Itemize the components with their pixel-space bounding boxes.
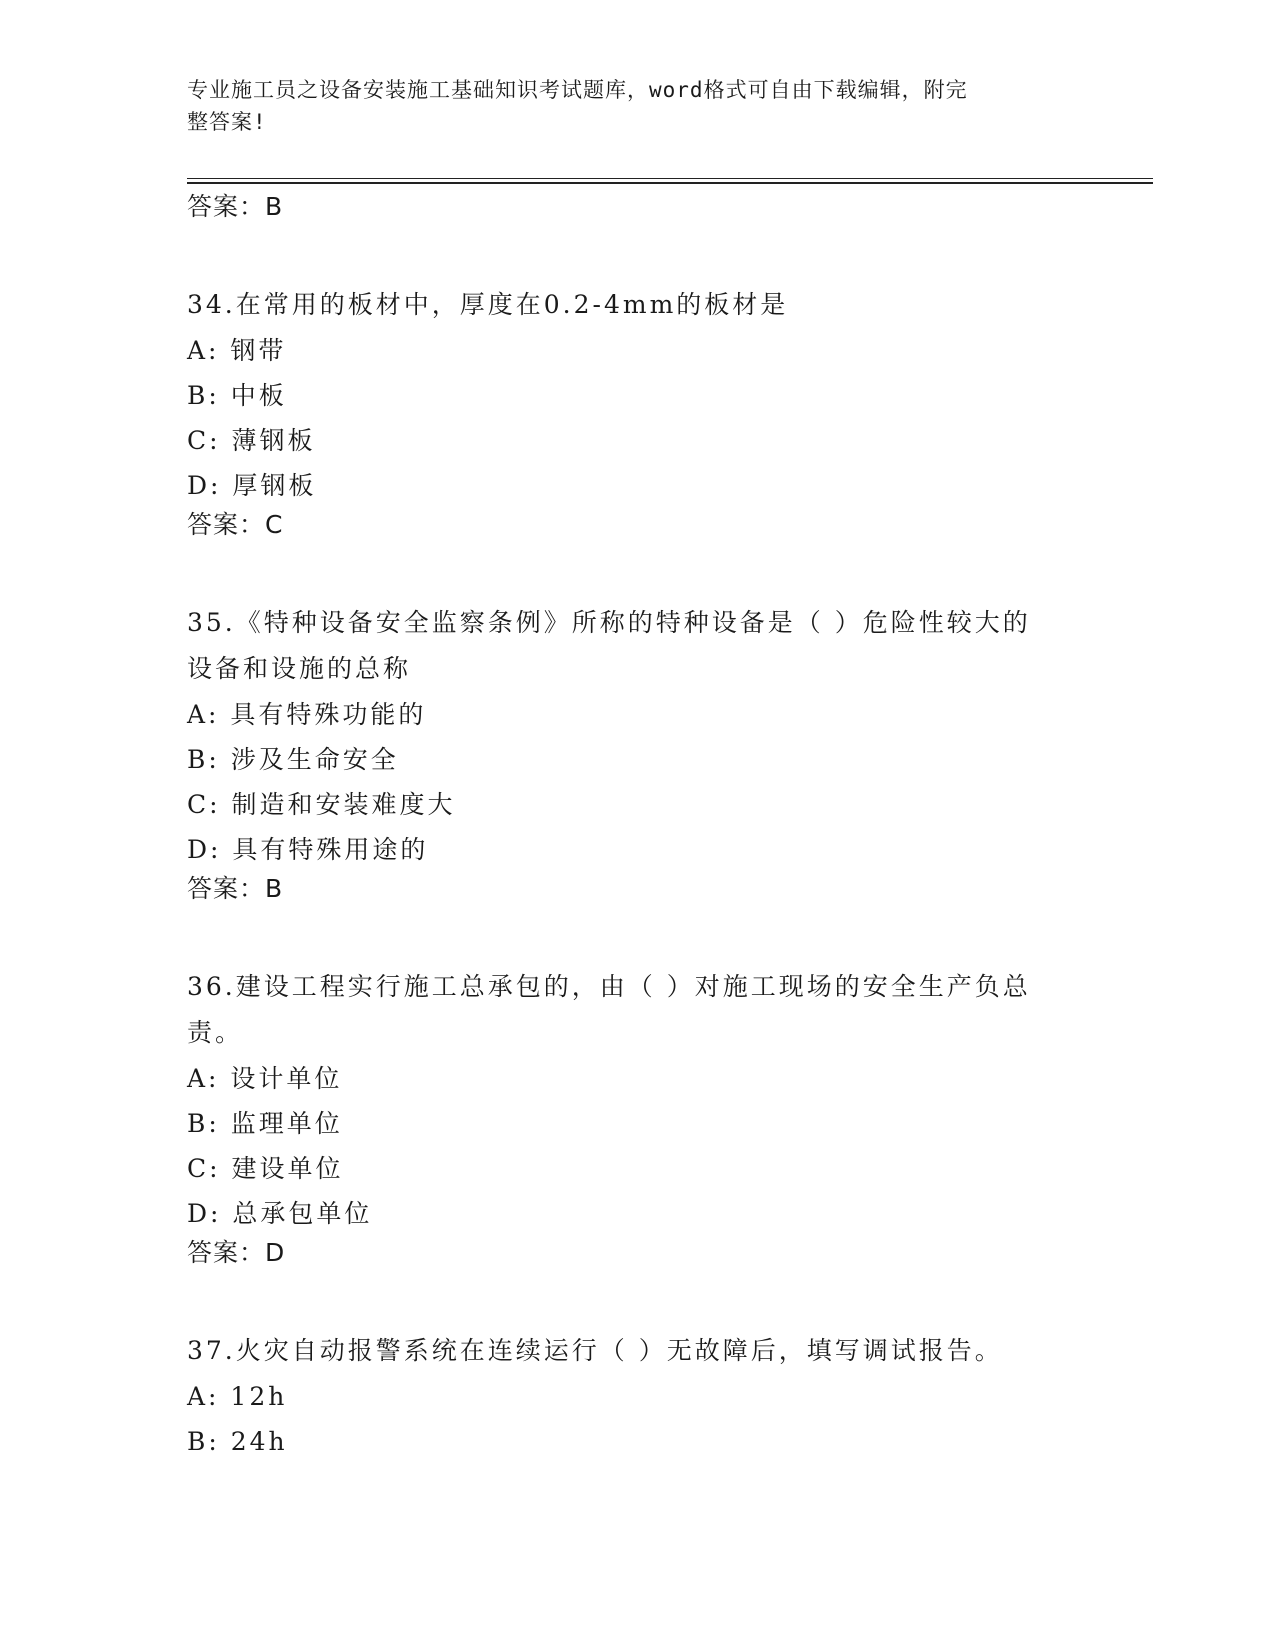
spacer bbox=[187, 906, 1087, 964]
question-34-option-b: B: 中板 bbox=[187, 381, 287, 410]
question-35 bbox=[187, 600, 1087, 906]
question-37-option-a: A: 12h bbox=[187, 1382, 288, 1411]
question-37-text: 37.火灾自动报警系统在连续运行（ ）无故障后，填写调试报告。 bbox=[187, 1336, 1003, 1365]
question-34-option-c: C: 薄钢板 bbox=[187, 426, 316, 455]
answer-33: 答案：B bbox=[187, 192, 284, 221]
question-36-option-a: A: 设计单位 bbox=[187, 1064, 343, 1093]
header-divider-thin bbox=[187, 178, 1153, 179]
header-line-2: 整答案! bbox=[187, 110, 267, 134]
spacer bbox=[187, 542, 1087, 600]
question-34-answer: 答案：C bbox=[187, 510, 284, 539]
document-header bbox=[187, 74, 1067, 138]
question-36 bbox=[187, 964, 1087, 1270]
spacer bbox=[187, 1270, 1087, 1328]
question-36-text-line-2: 责。 bbox=[187, 1018, 244, 1047]
question-37 bbox=[187, 1328, 1087, 1464]
question-34 bbox=[187, 282, 1087, 542]
question-35-option-b: B: 涉及生命安全 bbox=[187, 745, 399, 774]
question-36-text-line-1: 36.建设工程实行施工总承包的，由（ ）对施工现场的安全生产负总 bbox=[187, 972, 1031, 1001]
question-37-option-b: B: 24h bbox=[187, 1427, 288, 1456]
question-35-option-a: A: 具有特殊功能的 bbox=[187, 700, 427, 729]
question-list bbox=[187, 190, 1087, 1464]
header-line-1: 专业施工员之设备安装施工基础知识考试题库，word格式可自由下载编辑，附完 bbox=[187, 78, 968, 102]
question-36-option-d: D: 总承包单位 bbox=[187, 1199, 373, 1228]
question-35-option-d: D: 具有特殊用途的 bbox=[187, 835, 429, 864]
spacer bbox=[187, 224, 1087, 282]
question-35-text-line-1: 35.《特种设备安全监察条例》所称的特种设备是（ ）危险性较大的 bbox=[187, 608, 1031, 637]
question-35-text-line-2: 设备和设施的总称 bbox=[187, 654, 412, 683]
question-34-option-d: D: 厚钢板 bbox=[187, 471, 317, 500]
question-34-option-a: A: 钢带 bbox=[187, 336, 287, 365]
question-35-option-c: C: 制造和安装难度大 bbox=[187, 790, 456, 819]
question-36-answer: 答案：D bbox=[187, 1238, 286, 1267]
header-divider-thick bbox=[187, 182, 1153, 184]
question-35-answer: 答案：B bbox=[187, 874, 284, 903]
question-34-text: 34.在常用的板材中，厚度在0.2-4mm的板材是 bbox=[187, 290, 789, 319]
question-36-option-c: C: 建设单位 bbox=[187, 1154, 344, 1183]
question-36-option-b: B: 监理单位 bbox=[187, 1109, 343, 1138]
